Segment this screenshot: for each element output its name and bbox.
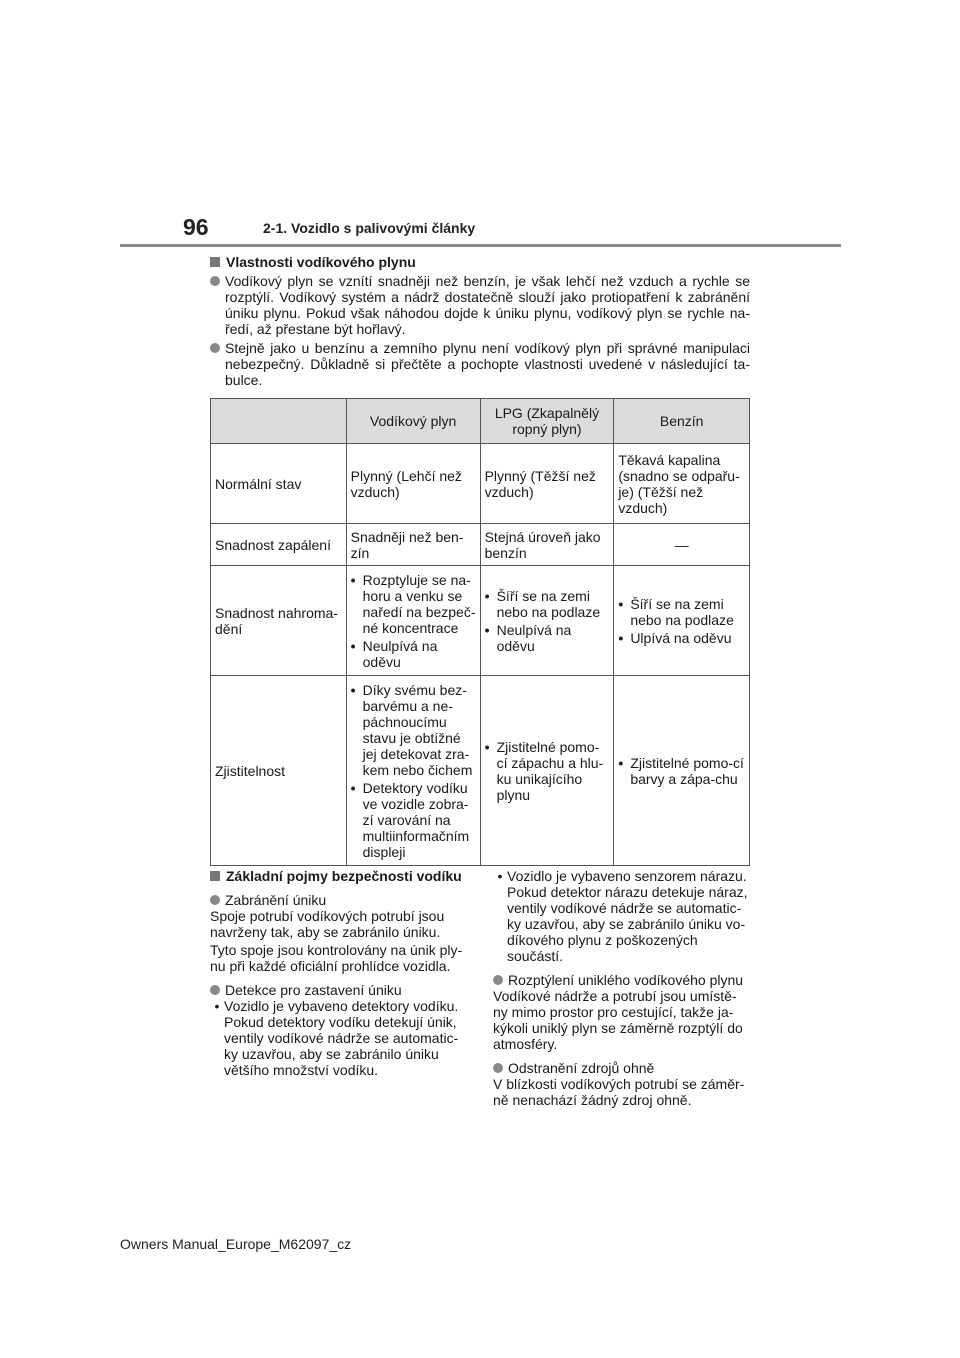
table-cell: — (614, 524, 750, 566)
list-item: • Vozidlo je vybaveno detektory vodíku. Pokud detektory vodíku detekují únik, ventily vodíkové nádrže se automatic-ky uzavřou, aby se zabránilo úniku většího množství vodíku. (210, 998, 468, 1078)
list-item: • Díky svému bez-barvému a ne-páchnoucímu stavu je obtížné jej detekovat zra-kem nebo čichem (350, 681, 473, 778)
table-row (211, 676, 750, 866)
circle-bullet-icon (493, 975, 503, 985)
table-cell (480, 676, 614, 866)
intro-heading-text: Vlastnosti vodíkového plynu (226, 254, 416, 270)
bullet-marker: • (214, 998, 220, 1014)
paragraph: Vodíkové nádrže a potrubí jsou umístě-ny mimo prostor pro cestující, takže ja-kýkoli uniklý plyn se záměrně rozptýlí do atmosféry. (493, 988, 743, 1052)
intro-heading (210, 254, 750, 270)
table-cell: Plynný (Lehčí než vzduch) (346, 444, 480, 524)
leak-prevention-title: Zabránění úniku (225, 892, 327, 908)
footer-text: Owners Manual_Europe_M62097_cz (120, 1236, 352, 1252)
circle-bullet-icon (210, 343, 220, 353)
leak-detection-title: Detekce pro zastavení úniku (225, 982, 402, 998)
paragraph: Tyto spoje jsou kontrolovány na únik ply-nu při každé oficiální prohlídce vozidla. (210, 942, 463, 974)
safety-left-column (210, 868, 468, 1078)
properties-table (210, 398, 750, 866)
row-label: Normální stav (211, 444, 347, 524)
intro-bullet-text: Vodíkový plyn se vznítí snadněji než benzín, je však lehčí než vzduch a rychle se rozptýlí. Vodíkový systém a nádrž dostatečně slouží jako protiopatření k zabránění úniku plynu. Pokud však náhodou dojde k úniku plynu, vodíkový plyn se rychle na-ředí, až přestane být hořlavý. (225, 273, 750, 337)
circle-bullet-icon (210, 985, 220, 995)
list-item: • Ulpívá na oděvu (618, 629, 732, 646)
list-item: • Neulpívá na oděvu (350, 637, 438, 670)
square-bullet-icon (210, 871, 220, 881)
circle-bullet-icon (210, 276, 220, 286)
table-header-cell: LPG (Zkapalnělý ropný plyn) (480, 399, 614, 444)
list-item: • Neulpívá na oděvu (484, 621, 572, 654)
paragraph: V blízkosti vodíkových potrubí se záměr-ně nenachází žádný zdroj ohně. (493, 1076, 745, 1108)
list-item: • Šíří se na zemi nebo na podlaze (484, 587, 601, 620)
section-title: 2-1. Vozidlo s palivovými články (263, 220, 476, 236)
safety-heading (210, 868, 468, 884)
dispersion-heading (493, 972, 751, 988)
table-row (211, 524, 750, 566)
table-header-cell: Vodíkový plyn (346, 399, 480, 444)
header-rule (120, 244, 841, 247)
leak-detection-heading (210, 982, 468, 998)
row-label: Snadnost nahroma-dění (211, 566, 347, 676)
list-item: • Zjistitelné pomo-cí barvy a zápa-chu (618, 754, 744, 787)
table-row (211, 444, 750, 524)
intro-bullet (210, 273, 750, 337)
bullet-marker: • (497, 868, 503, 884)
circle-bullet-icon (210, 895, 220, 905)
table-cell: Těkavá kapalina (snadno se odpařu-je) (Těžší než vzduch) (614, 444, 750, 524)
paragraph: Spoje potrubí vodíkových potrubí jsou navrženy tak, aby se zabránilo úniku. (210, 908, 445, 940)
table-cell: Plynný (Těžší než vzduch) (480, 444, 614, 524)
list-item: • Zjistitelné pomo-cí zápachu a hlu-ku unikajícího plynu (484, 738, 604, 803)
intro-bullet (210, 340, 750, 388)
table-header-cell (211, 399, 347, 444)
dispersion-title: Rozptýlení uniklého vodíkového plynu (508, 972, 744, 988)
intro-bullet-text: Stejně jako u benzínu a zemního plynu není vodíkový plyn při správné manipulaci nebezpečný. Důkladně si přečtěte a pochopte vlastnosti uvedené v následující ta-bulce. (225, 340, 750, 388)
table-cell: Stejná úroveň jako benzín (480, 524, 614, 566)
list-item: • Vozidlo je vybaveno senzorem nárazu. Pokud detektor nárazu detekuje náraz, ventily vodíkové nádrže se automatic-ky uzavřou, aby se zabránilo úniku vo-díkového plynu z poškozených součástí. (493, 868, 751, 964)
table-row (211, 566, 750, 676)
leak-prevention-heading (210, 892, 468, 908)
list-item: • Detektory vodíku ve vozidle zobra-zí varování na multiinformačním displeji (350, 779, 470, 860)
table-cell (614, 566, 750, 676)
table-header-cell: Benzín (614, 399, 750, 444)
table-cell: Snadněji než ben-zín (346, 524, 480, 566)
table-header-row (211, 399, 750, 444)
row-label: Snadnost zapálení (211, 524, 347, 566)
ignition-title: Odstranění zdrojů ohně (508, 1060, 655, 1076)
table-cell (480, 566, 614, 676)
square-bullet-icon (210, 257, 220, 267)
intro-section (210, 254, 750, 388)
table-cell (346, 566, 480, 676)
circle-bullet-icon (493, 1063, 503, 1073)
row-label: Zjistitelnost (211, 676, 347, 866)
table-cell (614, 676, 750, 866)
safety-right-column (493, 868, 751, 1110)
page-number: 96 (183, 214, 209, 240)
safety-heading-text: Základní pojmy bezpečnosti vodíku (226, 868, 462, 884)
ignition-heading (493, 1060, 751, 1076)
list-item: • Šíří se na zemi nebo na podlaze (618, 595, 734, 628)
table-cell (346, 676, 480, 866)
list-item: • Rozptyluje se na-horu a venku se naředí na bezpeč-né koncentrace (350, 571, 476, 636)
